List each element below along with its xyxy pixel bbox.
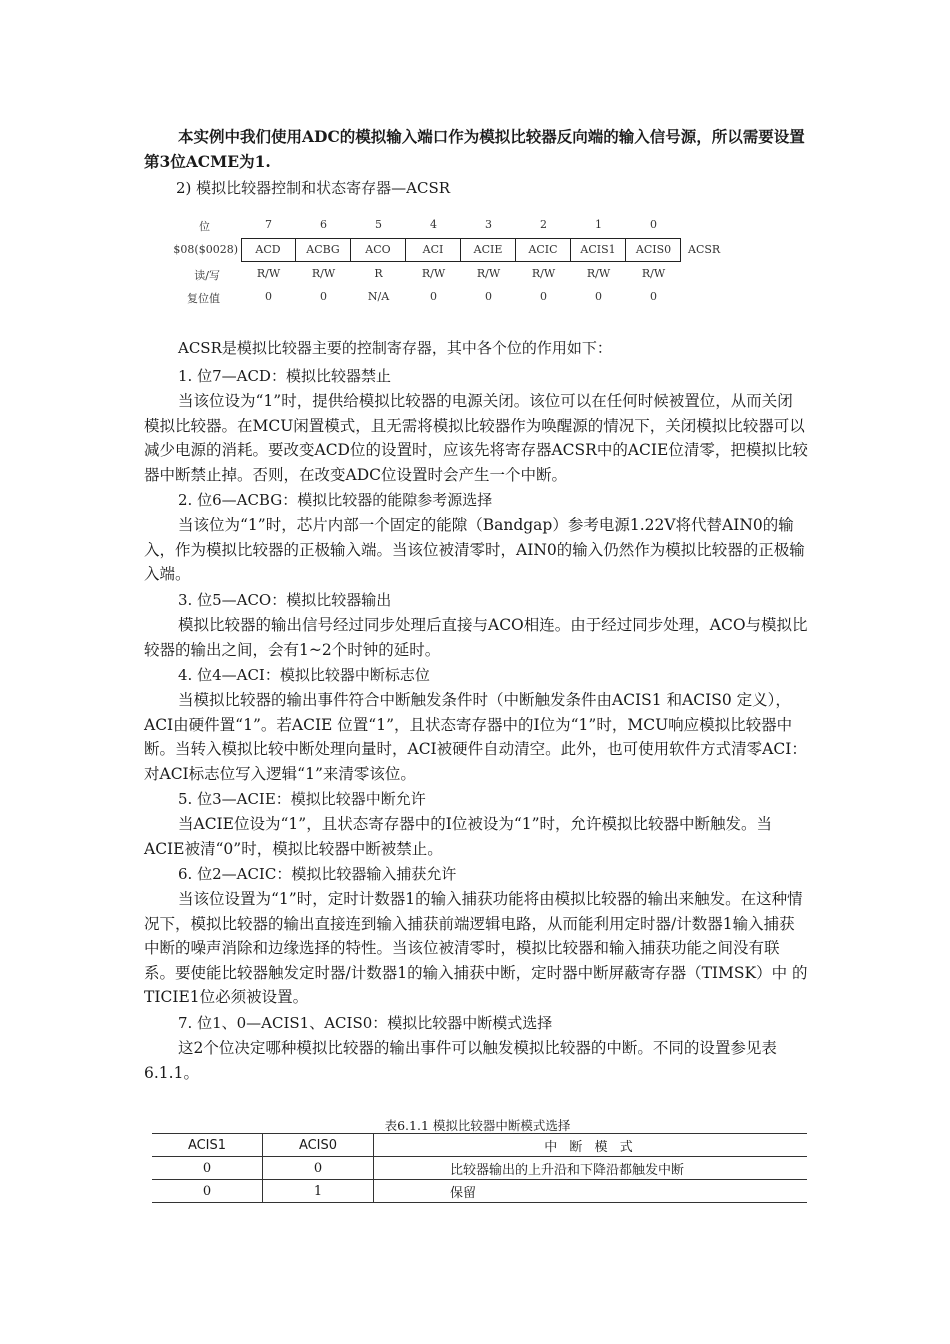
item-body: 当模拟比较器的输出事件符合中断触发条件时（中断触发条件由ACIS1 和ACIS0 定义），ACI由硬件置“1”。若ACIE 位置“1”，且状态寄存器中的I位为“1”时，MCU响应模拟比较器中断。当转入模拟比较中断处理向量时，ACI被硬件自动清空。此外，也可使用软件方式清零ACI：对ACI标志位写入逻辑“1”来清零该位。 xyxy=(144,691,807,783)
bit-number: 4 xyxy=(430,218,437,231)
table-row xyxy=(152,1157,807,1180)
bit-name-cell: ACO xyxy=(351,238,406,262)
item-body: 模拟比较器的输出信号经过同步处理后直接与ACO相连。由于经过同步处理，ACO与模拟比较器的输出之间，会有1~2个时钟的延时。 xyxy=(144,616,808,659)
table-header-cell: ACIS1 xyxy=(152,1134,263,1157)
rw-value: R/W xyxy=(256,267,281,280)
rw-value: R/W xyxy=(641,267,666,280)
reset-value: 0 xyxy=(540,290,547,303)
bit-number: 0 xyxy=(650,218,657,231)
reset-value: N/A xyxy=(367,290,390,303)
rw-value: R/W xyxy=(421,267,446,280)
bit-name-cell: ACIS0 xyxy=(635,243,672,256)
reset-value: 0 xyxy=(320,290,327,303)
bit-name-cell: ACIC xyxy=(516,238,571,262)
bit-number: 1 xyxy=(595,218,602,231)
bit-number: 2 xyxy=(540,218,547,231)
item-body: 当该位设置为“1”时，定时计数器1的输入捕获功能将由模拟比较器的输出来触发。在这种情况下，模拟比较器的输出直接连到输入捕获前端逻辑电路，从而能利用定时器/计数器1输入捕获中断的噪声消除和边缘选择的特性。当该位被清零时，模拟比较器和输入捕获功能之间没有联系。要使能比较器触发定时器/计数器1的输入捕获中断，定时器中断屏蔽寄存器（TIMSK）中 的TICIE1位必须被设置。 xyxy=(144,890,808,1007)
register-name: ACSR xyxy=(688,243,721,256)
rw-value: R/W xyxy=(311,267,336,280)
table-cell: 1 xyxy=(263,1180,374,1203)
rw-row-label: 读/写 xyxy=(194,269,220,282)
table-caption: 表6.1.1 模拟比较器中断模式选择 xyxy=(384,1118,571,1133)
bit-name-cell: ACI xyxy=(406,238,461,262)
bit-number: 3 xyxy=(485,218,492,231)
reset-row-label: 复位值 xyxy=(187,292,220,305)
item-heading: 6. 位2—ACIC：模拟比较器输入捕获允许 xyxy=(178,865,457,883)
reset-value: 0 xyxy=(485,290,492,303)
bit-number: 6 xyxy=(320,218,327,231)
item-heading: 2. 位6—ACBG：模拟比较器的能隙参考源选择 xyxy=(178,491,493,509)
item-body: 当该位为“1”时，芯片内部一个固定的能隙（Bandgap）参考电源1.22V将代替AIN0的输入，作为模拟比较器的正极输入端。当该位被清零时，AIN0的输入仍然作为模拟比较器的正极输入端。 xyxy=(144,516,805,584)
bit-name-cell: ACIS1 xyxy=(571,238,626,262)
table-cell: 0 xyxy=(152,1157,263,1180)
table-header-cell: 中 断 模 式 xyxy=(374,1134,808,1157)
item-body: 当ACIE位设为“1”，且状态寄存器中的I位被设为“1”时，允许模拟比较器中断触发。当ACIE被清“0”时，模拟比较器中断被禁止。 xyxy=(144,815,773,858)
item-heading: 1. 位7—ACD：模拟比较器禁止 xyxy=(178,367,391,385)
bit-number: 7 xyxy=(265,218,272,231)
rw-value: R/W xyxy=(586,267,611,280)
bit-number: 5 xyxy=(375,218,382,231)
bit-name-cell: ACD xyxy=(241,238,296,262)
table-cell: 0 xyxy=(263,1157,374,1180)
acsr-intro: ACSR是模拟比较器主要的控制寄存器，其中各个位的作用如下： xyxy=(178,339,612,357)
table-header-cell: ACIS0 xyxy=(263,1134,374,1157)
table-cell: 保留 xyxy=(374,1180,808,1203)
item-body: 这2个位决定哪种模拟比较器的输出事件可以触发模拟比较器的中断。不同的设置参见表6.1.1。 xyxy=(144,1039,777,1082)
table-header-row xyxy=(152,1134,807,1157)
interrupt-mode-table xyxy=(152,1133,807,1203)
reset-value: 0 xyxy=(265,290,272,303)
reset-value: 0 xyxy=(595,290,602,303)
intro-paragraph: 本实例中我们使用ADC的模拟输入端口作为模拟比较器反向端的输入信号源，所以需要设置第3位ACME为1. xyxy=(144,127,805,171)
bit-name-cell: ACIE xyxy=(461,238,516,262)
rw-value: R xyxy=(374,267,383,280)
table-cell: 0 xyxy=(152,1180,263,1203)
item-heading: 4. 位4—ACI：模拟比较器中断标志位 xyxy=(178,666,430,684)
rw-value: R/W xyxy=(531,267,556,280)
item-body: 当该位设为“1”时，提供给模拟比较器的电源关闭。该位可以在任何时候被置位，从而关闭模拟比较器。在MCU闲置模式，且无需将模拟比较器作为唤醒源的情况下，关闭模拟比较器可以减少电源的消耗。要改变ACD位的设置时，应该先将寄存器ACSR中的ACIE位清零，把模拟比较器中断禁止掉。否则，在改变ADC位设置时会产生一个中断。 xyxy=(144,392,808,484)
table-row xyxy=(152,1180,807,1203)
section-heading: 2) 模拟比较器控制和状态寄存器—ACSR xyxy=(176,179,451,197)
bit-row-label: 位 xyxy=(199,220,210,233)
reset-value: 0 xyxy=(650,290,657,303)
rw-value: R/W xyxy=(476,267,501,280)
address-label: $08($0028) xyxy=(173,243,238,256)
reset-value: 0 xyxy=(430,290,437,303)
table-cell: 比较器输出的上升沿和下降沿都触发中断 xyxy=(374,1157,808,1180)
item-heading: 7. 位1、0—ACIS1、ACIS0：模拟比较器中断模式选择 xyxy=(178,1014,553,1032)
item-heading: 5. 位3—ACIE：模拟比较器中断允许 xyxy=(178,790,426,808)
item-heading: 3. 位5—ACO：模拟比较器输出 xyxy=(178,591,392,609)
bit-name-cell: ACBG xyxy=(296,238,351,262)
